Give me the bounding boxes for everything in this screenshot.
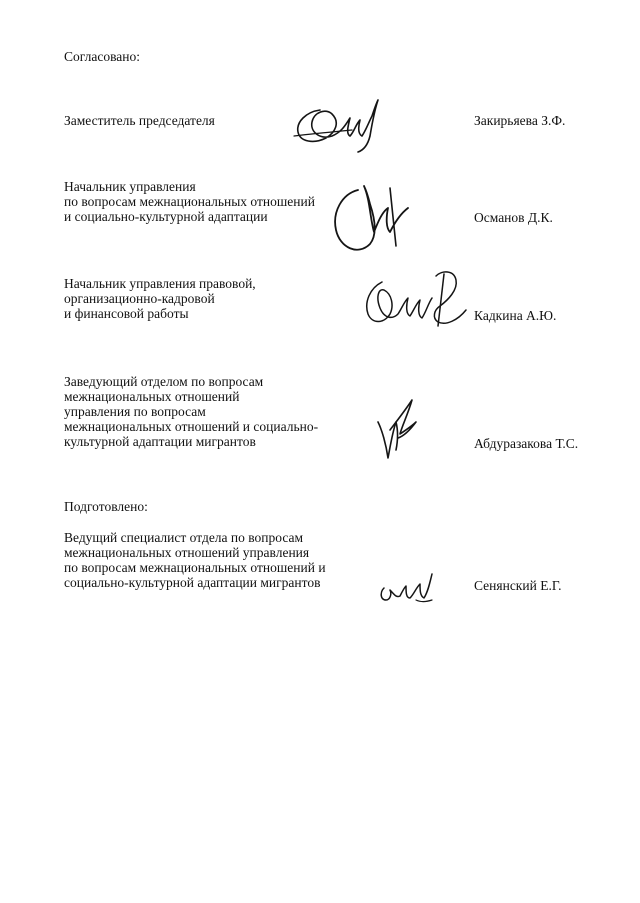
approver-4-position-line: культурной адаптации мигрантов bbox=[64, 434, 256, 449]
approver-3-signature bbox=[362, 266, 472, 332]
preparer-name: Сенянский Е.Г. bbox=[474, 578, 562, 593]
approver-2-position-line: Начальник управления bbox=[64, 179, 196, 194]
approver-3-position-line: организационно-кадровой bbox=[64, 291, 215, 306]
approver-2-name: Османов Д.К. bbox=[474, 210, 553, 225]
approver-2-position-line: и социально-культурной адаптации bbox=[64, 209, 268, 224]
preparer-position bbox=[64, 530, 326, 590]
preparer-signature bbox=[376, 570, 436, 604]
approver-1-name: Закирьяева З.Ф. bbox=[474, 113, 566, 128]
preparer-position-line: Ведущий специалист отдела по вопросам bbox=[64, 530, 304, 545]
approver-4-position-line: межнациональных отношений bbox=[64, 389, 240, 404]
approver-2-signature bbox=[330, 182, 412, 256]
approver-3-position-line: и финансовой работы bbox=[64, 306, 189, 321]
approver-2-position bbox=[64, 179, 315, 224]
approver-4-position-line: межнациональных отношений и социально- bbox=[64, 419, 319, 434]
approver-1-position-line: Заместитель председателя bbox=[64, 113, 215, 128]
approver-4-position-line: Заведующий отделом по вопросам bbox=[64, 374, 264, 389]
approver-3-position-line: Начальник управления правовой, bbox=[64, 276, 256, 291]
approver-4-position-line: управления по вопросам bbox=[64, 404, 206, 419]
approver-1-position bbox=[64, 113, 215, 128]
prepared-heading: Подготовлено: bbox=[64, 499, 148, 514]
approver-4-signature bbox=[372, 394, 424, 466]
approver-4-name: Абдуразакова Т.С. bbox=[474, 436, 579, 451]
approver-4-position bbox=[64, 374, 318, 449]
preparer-position-line: межнациональных отношений управления bbox=[64, 545, 310, 560]
approver-3-position bbox=[64, 276, 256, 321]
preparer-position-line: социально-культурной адаптации мигрантов bbox=[64, 575, 321, 590]
approver-1-signature bbox=[292, 96, 384, 154]
preparer-position-line: по вопросам межнациональных отношений и bbox=[64, 560, 326, 575]
approver-3-name: Кадкина А.Ю. bbox=[474, 308, 557, 323]
agreed-heading: Согласовано: bbox=[64, 49, 140, 64]
approver-2-position-line: по вопросам межнациональных отношений bbox=[64, 194, 315, 209]
